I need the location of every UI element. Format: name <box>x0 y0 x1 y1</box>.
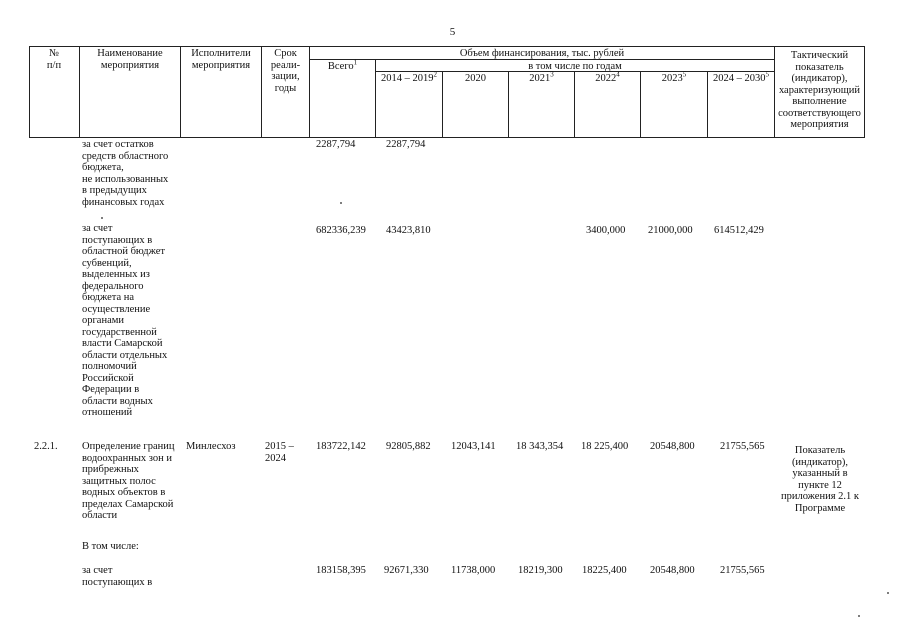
row5-y2024-2030: 21755,565 <box>720 565 765 576</box>
row1-name: за счет остатков средств областного бюджета, не использованных в предыдущих финансовых годах <box>82 139 169 208</box>
row3-name: Определение границ водоохранных зон и прибрежных защитных полос водных объектов в пределах Самарской области <box>82 441 175 521</box>
row3-indicator: Показатель (индикатор), указанный в пункте 12 приложения 2.1 к Программе <box>780 445 860 514</box>
scan-speck <box>340 202 342 204</box>
row3-y2024-2030: 21755,565 <box>720 441 765 452</box>
header-year-2023: 2023$^5$ <box>661 70 687 84</box>
scan-speck <box>887 592 889 594</box>
header-year-2014-2019: 2014 – 2019$^2$ <box>381 70 437 84</box>
row5-name: за счет поступающих в <box>82 565 153 588</box>
header-indicator: Тактический показатель (индикатор), характеризующий выполнение соответствующего мероприятия <box>778 50 861 130</box>
row1-y2014-2019: 2287,794 <box>386 139 426 150</box>
header-term: Срок реали- зации, годы <box>270 48 301 94</box>
row3-executor: Минлесхоз <box>186 441 236 452</box>
row5-y2023: 20548,800 <box>650 565 695 576</box>
scan-speck <box>858 615 860 617</box>
row3-total: 183722,142 <box>316 441 366 452</box>
row3-y2014-2019: 92805,882 <box>386 441 431 452</box>
header-executors: Исполнители мероприятия <box>191 48 251 71</box>
row3-y2023: 20548,800 <box>650 441 695 452</box>
row3-y2020: 12043,141 <box>451 441 496 452</box>
header-funding-title: Объем финансирования, тыс. рублей <box>459 48 625 59</box>
table-top-border <box>29 46 865 47</box>
row5-total: 183158,395 <box>316 565 366 576</box>
row2-y2014-2019: 43423,810 <box>386 225 431 236</box>
row2-y2022: 3400,000 <box>586 225 626 236</box>
row5-y2021: 18219,300 <box>518 565 563 576</box>
row1-total: 2287,794 <box>316 139 356 150</box>
row5-y2020: 11738,000 <box>451 565 496 576</box>
row3-term: 2015 – 2024 <box>265 441 294 464</box>
row2-y2024-2030: 614512,429 <box>714 225 764 236</box>
row2-name: за счет поступающих в областной бюджет субвенций, выделенных из федерального бюджета на осуществление органами государственной власти Самарской области отдельных полномочий Российской Федерации в области водных отношений <box>82 223 168 418</box>
header-year-2020: 2020 <box>465 73 486 84</box>
row5-y2014-2019: 92671,330 <box>384 565 429 576</box>
row3-y2021: 18 343,354 <box>516 441 564 452</box>
header-year-2021: 2021$^3$ <box>529 70 554 84</box>
header-num: № п/п <box>46 48 62 71</box>
header-year-2024-2030: 2024 – 2030$^5$ <box>713 70 769 84</box>
header-year-2022: 2022$^4$ <box>595 70 620 84</box>
row3-num: 2.2.1. <box>34 441 58 452</box>
row2-y2023: 21000,000 <box>648 225 693 236</box>
header-name: Наименование мероприятия <box>97 48 163 71</box>
row4-name: В том числе: <box>82 541 139 552</box>
row3-y2022: 18 225,400 <box>581 441 629 452</box>
scan-speck <box>101 217 103 219</box>
col-border <box>864 46 865 138</box>
header-total: Всего$^1$ <box>327 58 358 72</box>
row5-y2022: 18225,400 <box>582 565 627 576</box>
row2-total: 682336,239 <box>316 225 366 236</box>
header-bottom-border <box>29 137 865 138</box>
header-by-years: в том числе по годам <box>528 61 622 72</box>
col-border <box>309 46 310 138</box>
page-number: 5 <box>449 26 456 38</box>
